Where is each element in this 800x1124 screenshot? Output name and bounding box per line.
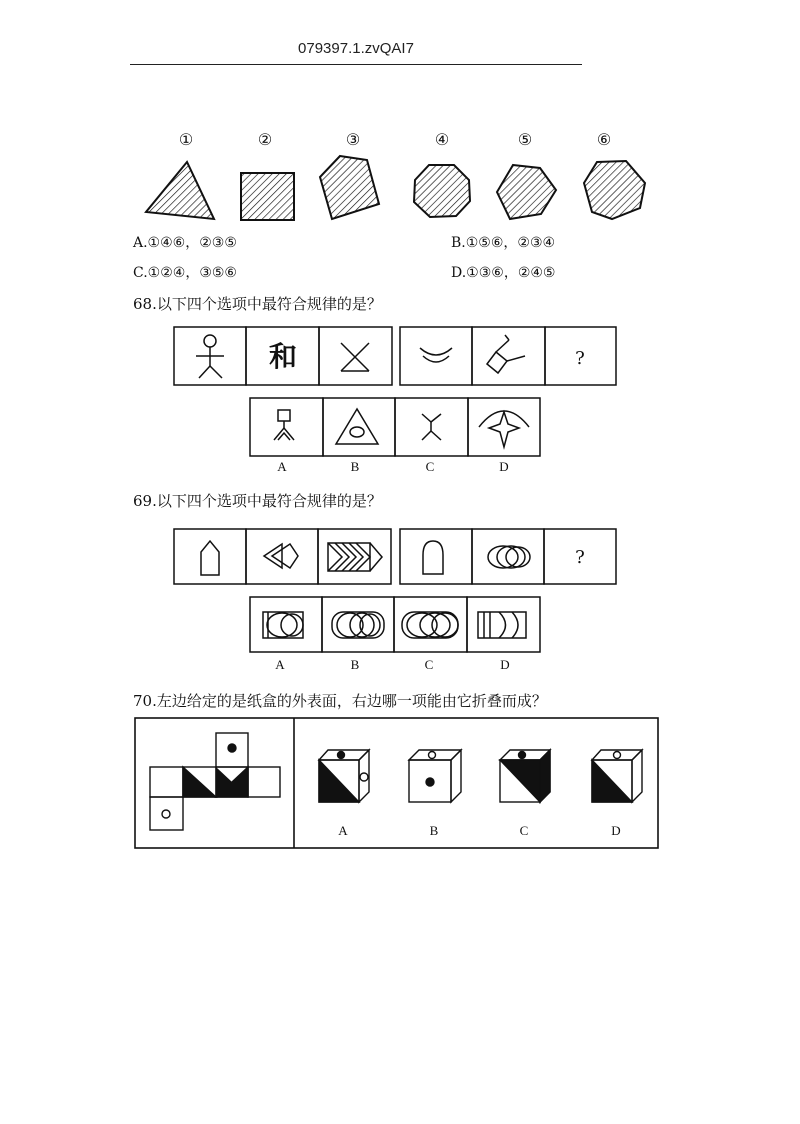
cube-option-c[interactable] [500, 750, 550, 802]
q68-label-d: D [499, 459, 509, 474]
shape-number-1: ① [178, 130, 194, 149]
q68-question-mark: ? [575, 348, 585, 369]
cube-option-d[interactable] [592, 750, 642, 802]
document-header-title: 079397.1.zvQAI7 [298, 40, 414, 57]
shape-number-6: ⑥ [596, 130, 612, 149]
q70-outer-frame [135, 718, 658, 848]
q69-label-b: B [350, 657, 360, 672]
q67-option-a[interactable]: A.①④⑥，②③⑤ [133, 235, 237, 251]
cube-option-a[interactable] [319, 750, 369, 802]
q69-label-d: D [500, 657, 510, 672]
shape-number-3: ③ [345, 130, 361, 149]
shape-number-4: ④ [434, 130, 450, 149]
question-70-text: 70.左边给定的是纸盒的外表面，右边哪一项能由它折叠而成？ [133, 692, 547, 710]
question-69-text: 69.以下四个选项中最符合规律的是？ [133, 492, 382, 510]
q67-option-d[interactable]: D.①③⑥，②④⑤ [451, 265, 556, 281]
q70-label-b: B [429, 823, 439, 838]
q70-label-c: C [519, 823, 529, 838]
box-net [150, 733, 280, 830]
q69-label-a: A [275, 657, 285, 672]
shape-number-2: ② [257, 130, 273, 149]
q69-label-c: C [424, 657, 434, 672]
q69-question-mark: ? [575, 547, 585, 568]
shape-number-5: ⑤ [517, 130, 533, 149]
q70-label-d: D [611, 823, 621, 838]
question-68-text: 68.以下四个选项中最符合规律的是？ [133, 295, 382, 313]
q70-label-a: A [338, 823, 348, 838]
q67-option-b[interactable]: B.①⑤⑥，②③④ [451, 235, 556, 251]
q68-label-c: C [425, 459, 435, 474]
cube-option-b[interactable] [409, 750, 461, 802]
chinese-character-glyph: 和 [268, 340, 298, 373]
q67-option-c[interactable]: C.①②④，③⑤⑥ [133, 265, 237, 281]
q68-label-a: A [277, 459, 287, 474]
q68-label-b: B [350, 459, 360, 474]
